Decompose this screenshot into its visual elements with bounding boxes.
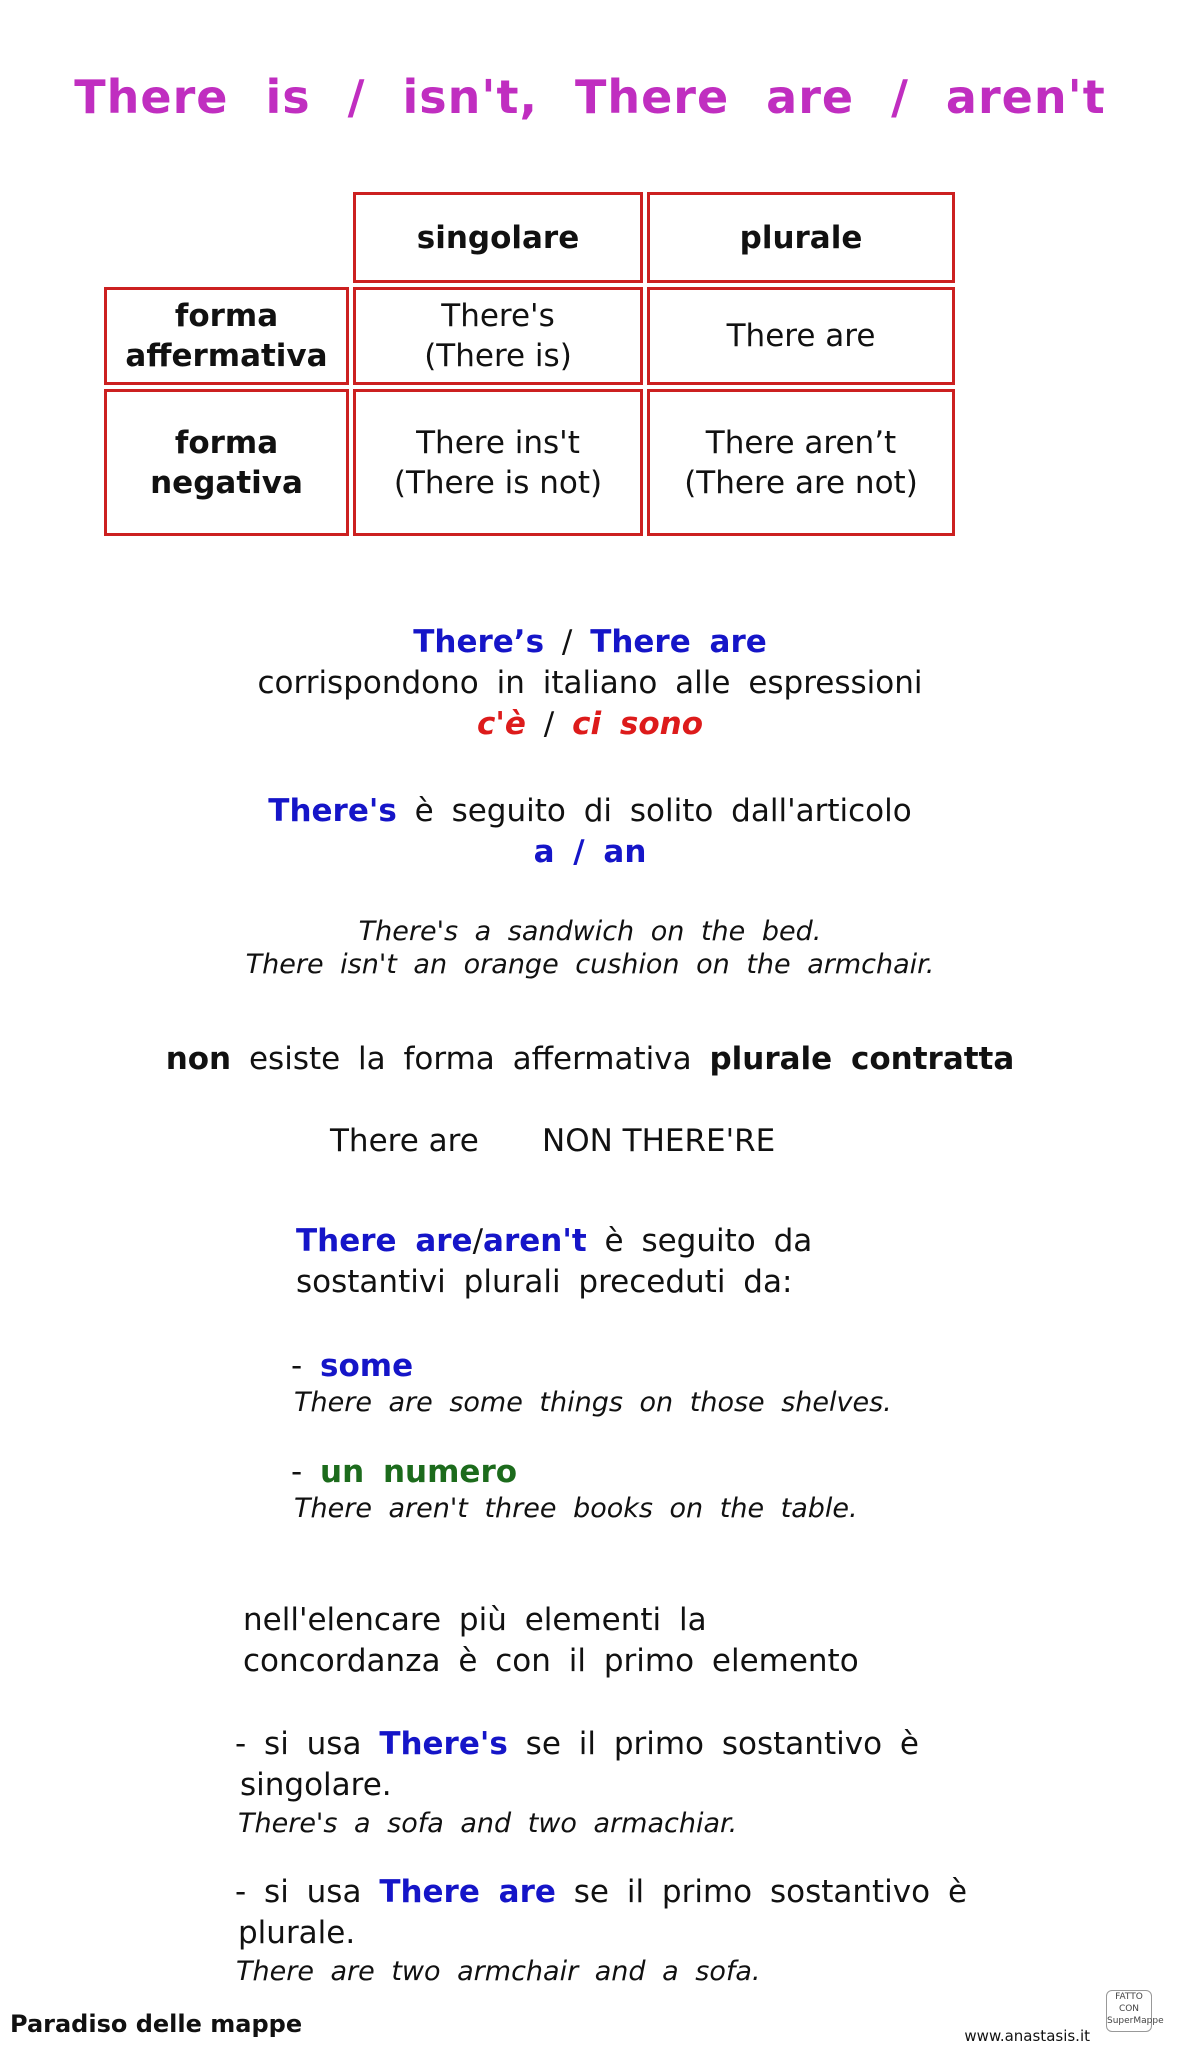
section1-italian: c'è / ci sono bbox=[477, 706, 703, 742]
section4-some: - some bbox=[291, 1348, 414, 1384]
section4-example-some: There are some things on those shelves. bbox=[294, 1387, 892, 1418]
footer-brand: Paradiso delle mappe bbox=[10, 2010, 303, 2038]
section5-line1: nell'elencare più elementi la bbox=[243, 1602, 707, 1638]
section1-keywords: There’s / There are bbox=[413, 624, 767, 660]
section3-right: NON THERE'RE bbox=[542, 1123, 776, 1159]
section3-left: There are bbox=[330, 1123, 479, 1159]
section5-a-line2: singolare. bbox=[240, 1767, 392, 1803]
section5-b-line2: plurale. bbox=[238, 1915, 356, 1951]
section5-b-example: There are two armchair and a sofa. bbox=[236, 1956, 761, 1987]
header-singular: singolare bbox=[353, 192, 643, 283]
section4-line2: sostantivi plurali preceduti da: bbox=[296, 1264, 793, 1300]
row-negative-label: forma negativa bbox=[104, 389, 349, 536]
section2-text: There's è seguito di solito dall'articolo bbox=[268, 793, 912, 829]
section4-example-num: There aren't three books on the table. bbox=[294, 1493, 858, 1524]
section1-text: corrispondono in italiano alle espressioni bbox=[257, 665, 923, 701]
section2-example1: There's a sandwich on the bed. bbox=[358, 916, 822, 947]
footer-website[interactable]: www.anastasis.it bbox=[964, 2027, 1090, 2045]
supermappe-logo: FATTO CON SuperMappe bbox=[1106, 1990, 1152, 2032]
section4-line1: There are/aren't è seguito da bbox=[296, 1223, 813, 1259]
section2-articles: a / an bbox=[533, 834, 647, 870]
affirmative-plural: There are bbox=[647, 287, 955, 385]
page-title: There is / isn't, There are / aren't bbox=[74, 70, 1106, 124]
negative-singular: There ins't (There is not) bbox=[353, 389, 643, 536]
section5-b-rule: - si usa There are se il primo sostantivo è bbox=[235, 1874, 968, 1910]
section5-line2: concordanza è con il primo elemento bbox=[243, 1643, 859, 1679]
negative-plural: There aren’t (There are not) bbox=[647, 389, 955, 536]
header-plural: plurale bbox=[647, 192, 955, 283]
row-affirmative-label: forma affermativa bbox=[104, 287, 349, 385]
section5-a-rule: - si usa There's se il primo sostantivo è bbox=[235, 1726, 919, 1762]
section4-numero: - un numero bbox=[291, 1454, 518, 1490]
section5-a-example: There's a sofa and two armachiar. bbox=[238, 1808, 738, 1839]
affirmative-singular: There's (There is) bbox=[353, 287, 643, 385]
section2-example2: There isn't an orange cushion on the armchair. bbox=[245, 949, 935, 980]
section3-rule: non esiste la forma affermativa plurale contratta bbox=[165, 1041, 1015, 1077]
